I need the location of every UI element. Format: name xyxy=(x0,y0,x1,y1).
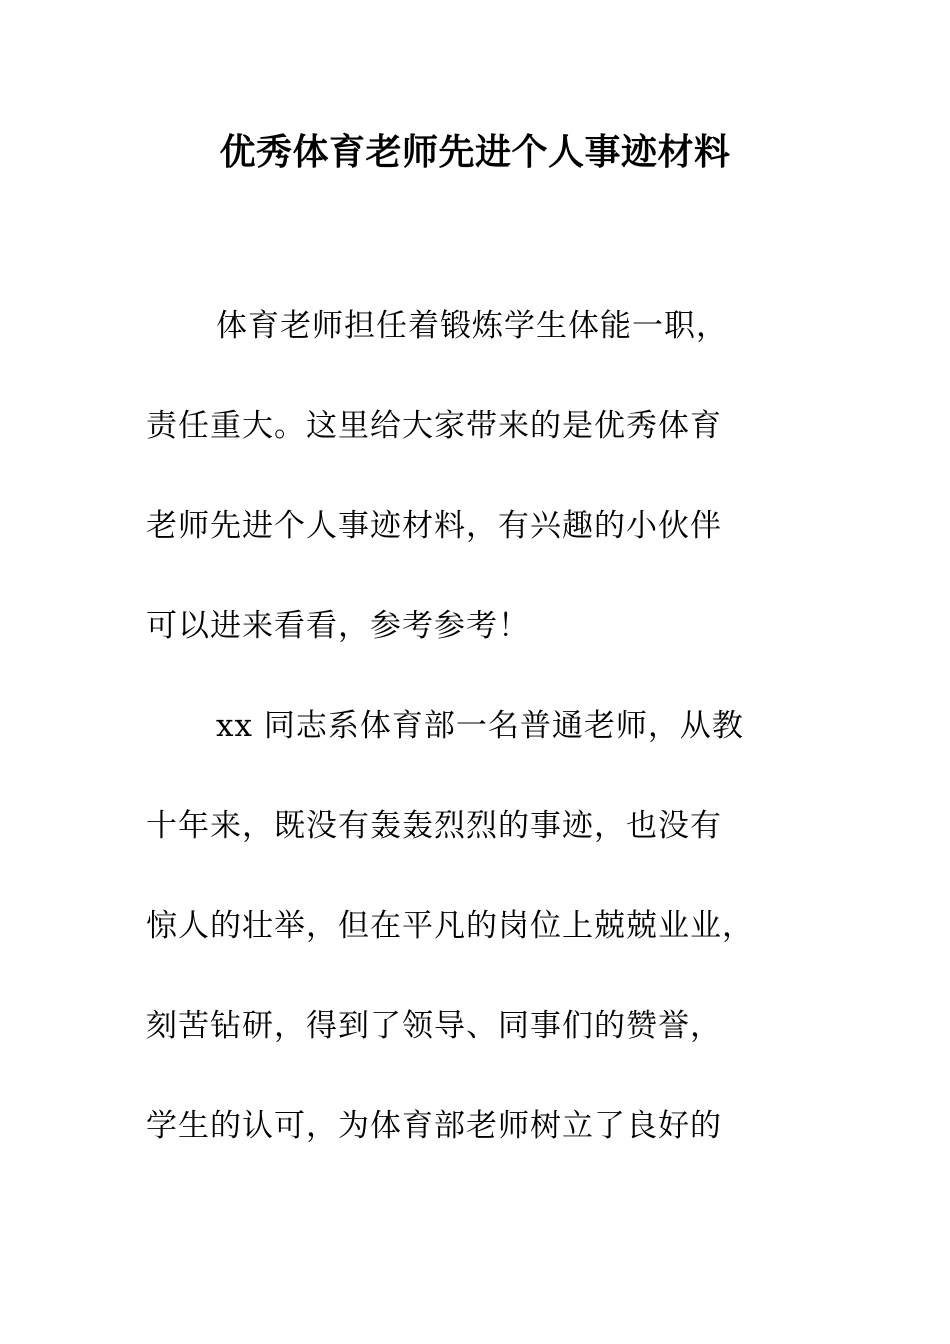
paragraph-2-line-2: 十年来，既没有轰轰烈烈的事迹，也没有 xyxy=(146,808,722,844)
paragraph-1-line-2: 责任重大。这里给大家带来的是优秀体育 xyxy=(146,408,722,444)
paragraph-1-line-1: 体育老师担任着锻炼学生体能一职， xyxy=(216,308,728,344)
paragraph-2-line-1: xx 同志系体育部一名普通老师，从教 xyxy=(216,708,744,744)
paragraph-2-line-5: 学生的认可，为体育部老师树立了良好的 xyxy=(146,1108,722,1144)
paragraph-2-line-3: 惊人的壮举，但在平凡的岗位上兢兢业业， xyxy=(146,908,754,944)
document-title: 优秀体育老师先进个人事迹材料 xyxy=(219,132,731,173)
document-body xyxy=(146,302,806,1202)
paragraph-2-line-4: 刻苦钻研，得到了领导、同事们的赞誉， xyxy=(146,1008,722,1044)
paragraph-1-line-4: 可以进来看看，参考参考！ xyxy=(146,608,530,644)
paragraph-1-line-3: 老师先进个人事迹材料，有兴趣的小伙伴 xyxy=(146,508,722,544)
